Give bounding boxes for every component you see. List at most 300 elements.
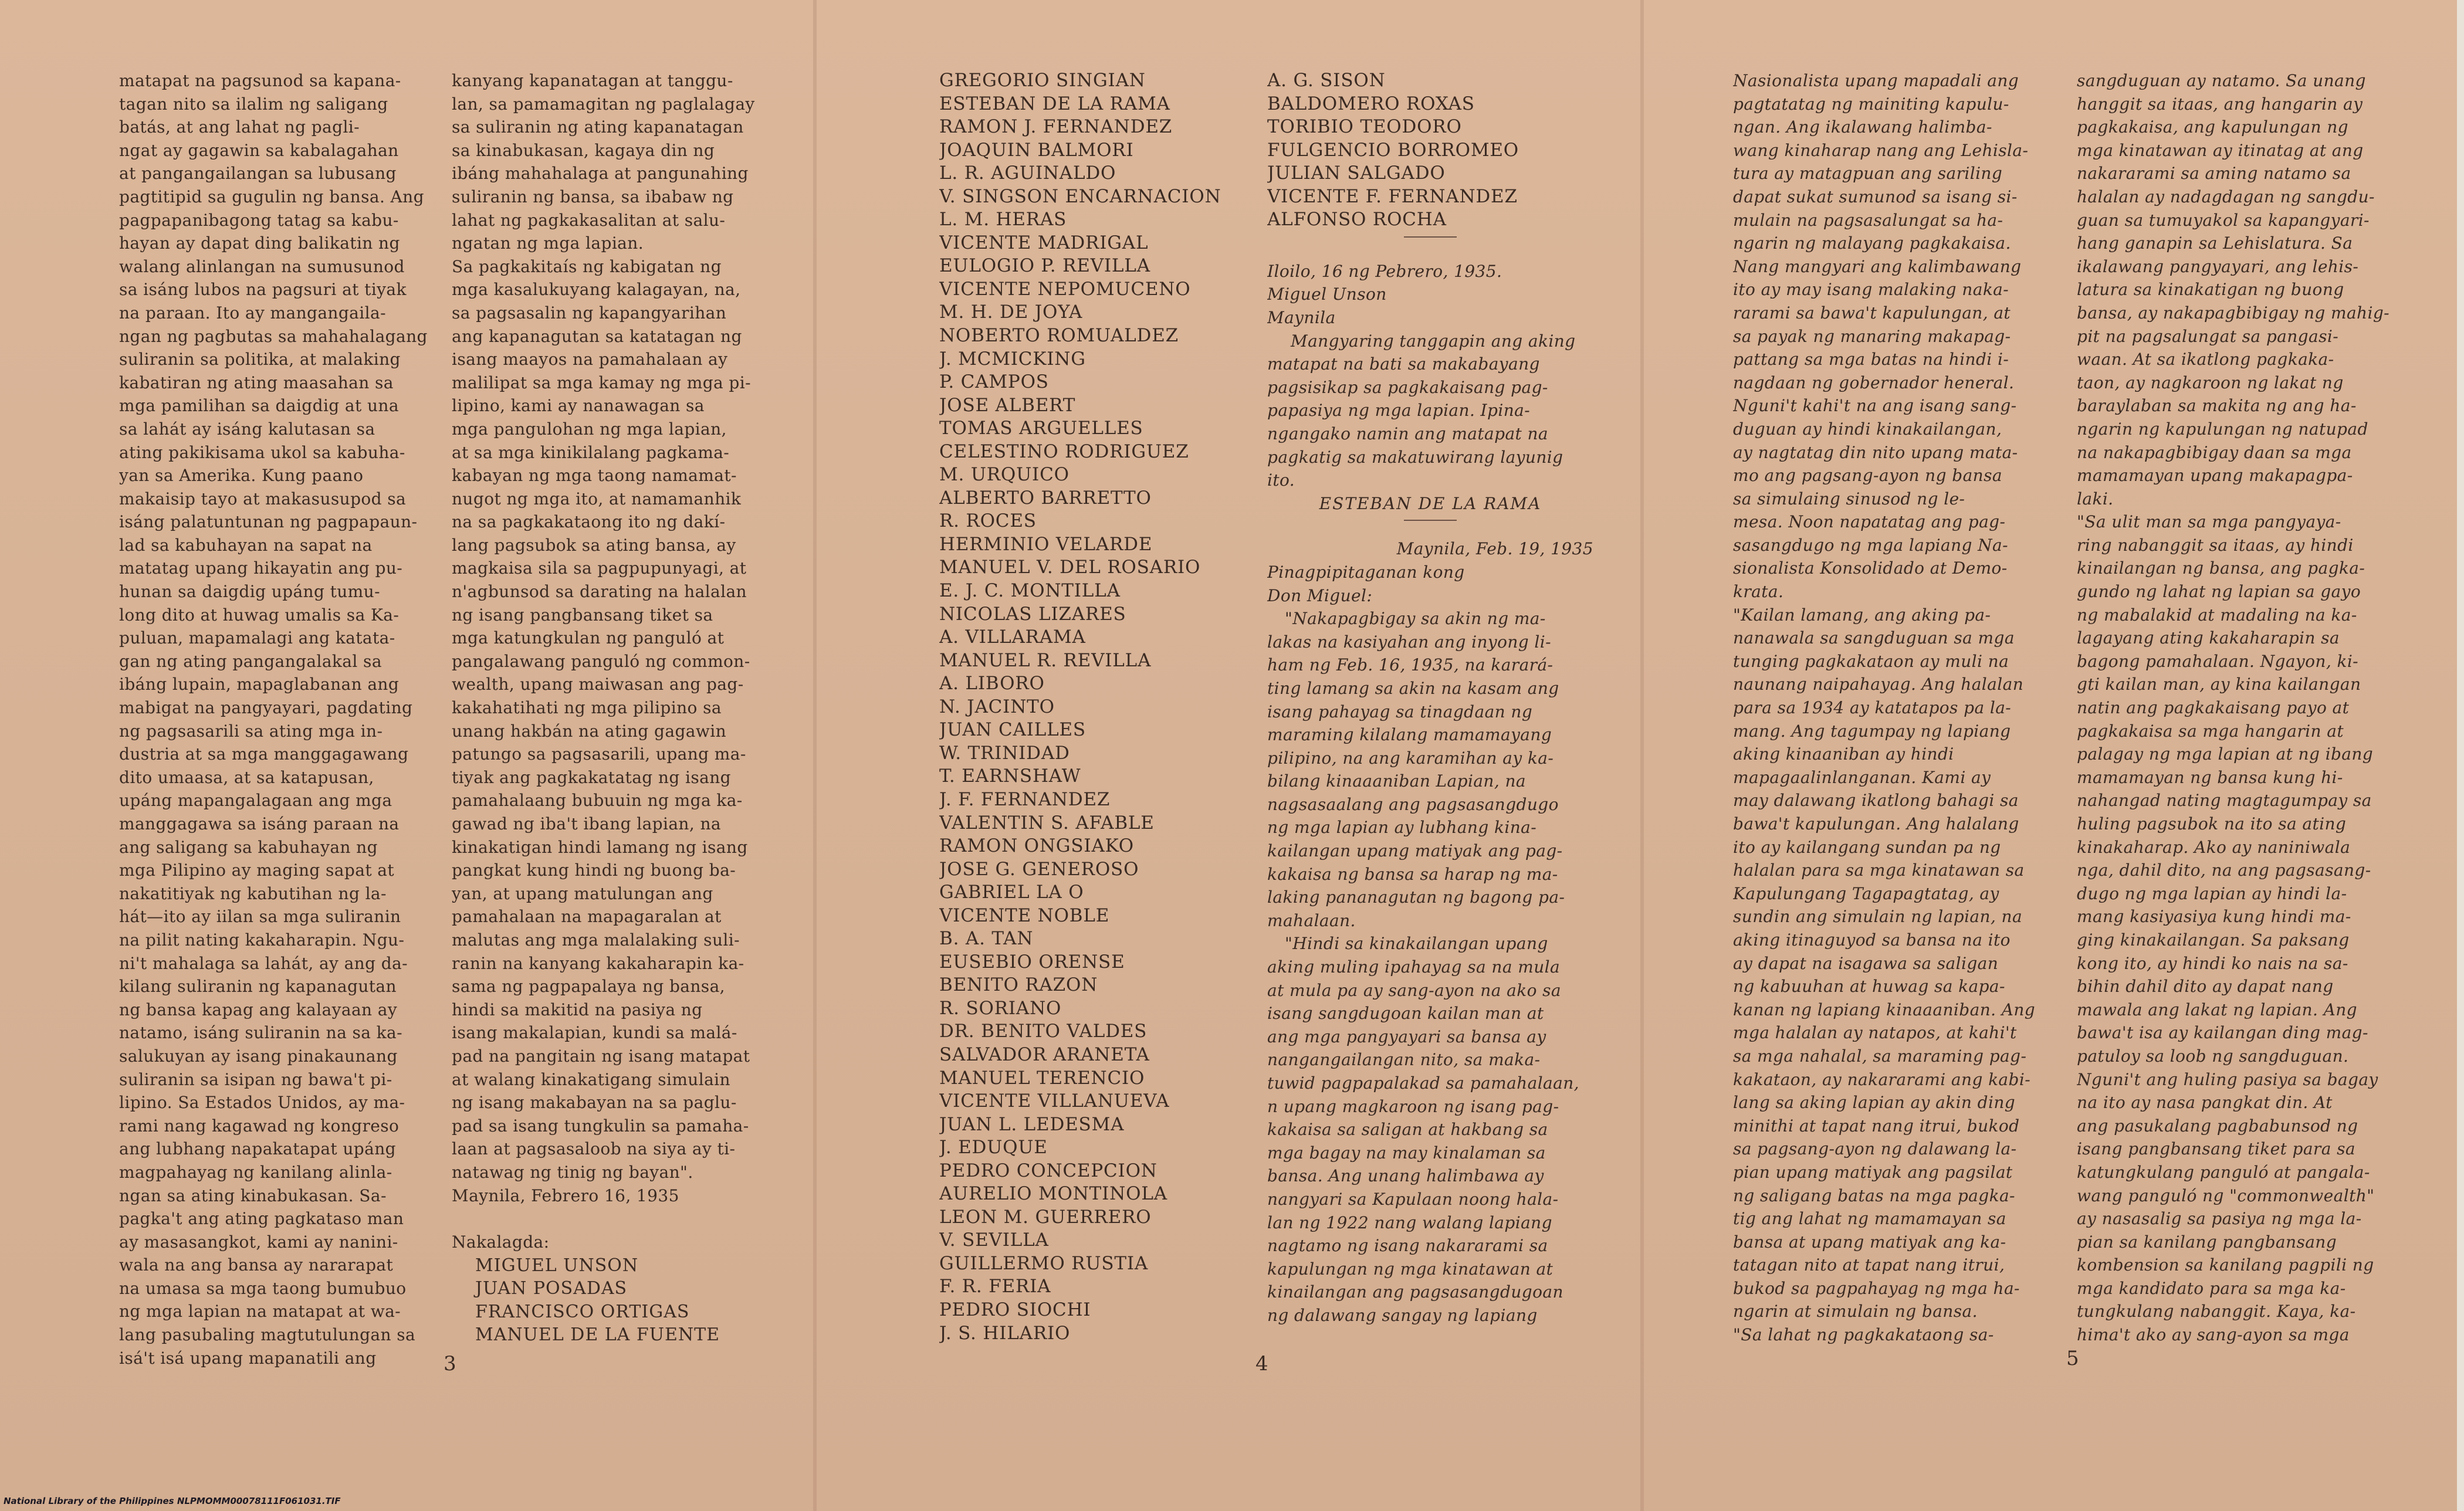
text-line: hanggit sa itaas, ang hangarin ay xyxy=(2077,94,2363,114)
signatory-name: P. CAMPOS xyxy=(939,371,1049,393)
signatory-name: MANUEL TERENCIO xyxy=(939,1067,1145,1089)
signatory-name: MANUEL R. REVILLA xyxy=(939,649,1152,671)
text-line: dustria at sa mga manggagawang xyxy=(119,744,409,764)
text-line: ang mga pangyayari sa bansa ay xyxy=(1267,1026,1546,1046)
text-line: kabayan ng mga taong namamat- xyxy=(452,466,737,486)
text-line: kanyang kapanatagan at tanggu- xyxy=(452,71,733,90)
signatory-name: V. SINGSON ENCARNACION xyxy=(939,185,1221,207)
text-line: dapat sukat sumunod sa isang si- xyxy=(1733,187,2018,206)
text-line: nahangad nating magtagumpay sa xyxy=(2077,791,2372,811)
text-line: lang pasubaling magtutulungan sa xyxy=(119,1325,416,1345)
text-line: gawad ng iba't ibang lapian, na xyxy=(452,814,721,834)
text-line: ranin na kanyang kakaharapin ka- xyxy=(452,953,744,973)
text-line: matapat na bati sa makabayang xyxy=(1267,354,1540,374)
text-line: kakahatihati ng mga pilipino sa xyxy=(452,698,722,718)
text-line: mamamayan upang makapagpa- xyxy=(2077,466,2353,486)
signatory-name: JULIAN SALGADO xyxy=(1267,162,1446,184)
text-line: dugo ng mga lapian ay hindi la- xyxy=(2077,883,2347,903)
text-line: na ito ay nasa pangkat din. At xyxy=(2077,1093,2333,1113)
text-line: mamamayan ng bansa kung hi- xyxy=(2077,767,2343,787)
text-line: sangduguan ay natamo. Sa unang xyxy=(2077,71,2366,90)
text-line: ikalawang pangyayari, ang lehis- xyxy=(2077,256,2359,276)
page4-names-column xyxy=(939,69,1262,1345)
text-line: sionalista Konsolidado at Demo- xyxy=(1733,558,2008,578)
text-line: "Sa ulit man sa mga pangyaya- xyxy=(2077,512,2341,532)
text-line: palagay ng mga lapian at ng ibang xyxy=(2077,744,2374,764)
page4-names-continued xyxy=(1267,69,1593,232)
text-line: para sa 1934 ay katatapos pa la- xyxy=(1733,698,2012,718)
text-line: ng kabuuhan at huwag sa kapa- xyxy=(1733,977,2005,997)
text-line: ring nabanggit sa itaas, ay hindi xyxy=(2077,535,2354,555)
signatory-name: ALFONSO ROCHA xyxy=(1267,209,1447,231)
signatory-name: VICENTE NEPOMUCENO xyxy=(939,278,1191,300)
signatory-name: BENITO RAZON xyxy=(939,974,1098,996)
signatory-name: J. S. HILARIO xyxy=(939,1322,1071,1344)
signatory-name: JUAN L. LEDESMA xyxy=(939,1113,1125,1135)
text-line: tatagan nito at tapat nang itrui, xyxy=(1733,1255,2005,1275)
letter-salutation: Pinagpipitaganan kong xyxy=(1267,562,1465,582)
text-line: kakataon, ay nakararami ang kabi- xyxy=(1733,1069,2031,1089)
text-line: laan at pagsasaloob na siya ay ti- xyxy=(452,1139,736,1159)
signatory-name: J. MCMICKING xyxy=(939,348,1086,370)
text-line: dito umaasa, at sa katapusan, xyxy=(119,767,374,787)
text-line: ay dapat na isagawa sa saligan xyxy=(1733,953,1999,973)
signatory-name: PEDRO SIOCHI xyxy=(939,1299,1091,1320)
text-line: ito. xyxy=(1267,470,1295,490)
text-line: pagkakaisa, ang kapulungan ng xyxy=(2077,117,2348,137)
text-line: wealth, upang maiwasan ang pag- xyxy=(452,675,744,694)
text-line: ng mabalakid at madaling na ka- xyxy=(2077,605,2357,625)
text-line: pad sa isang tungkulin sa pamaha- xyxy=(452,1116,749,1136)
text-line: Nguni't ang huling pasiya sa bagay xyxy=(2077,1069,2378,1089)
signatory-name: T. EARNSHAW xyxy=(939,765,1081,787)
text-line: pamahalaang bubuuin ng mga ka- xyxy=(452,791,743,811)
text-line: mga pamilihan sa daigdig at una xyxy=(119,396,399,416)
text-line: "Kailan lamang, ang aking pa- xyxy=(1733,605,1991,625)
signatory-name: RAMON J. FERNANDEZ xyxy=(939,116,1173,138)
text-line: tungkulang nabanggit. Kaya, ka- xyxy=(2077,1302,2356,1322)
letter-1 xyxy=(1267,260,1593,516)
text-line: ay masasangkot, kami ay nanini- xyxy=(119,1232,398,1252)
text-line: kinakaharap. Ako ay naniniwala xyxy=(2077,837,2351,857)
signatory-name: NICOLAS LIZARES xyxy=(939,603,1126,625)
text-line: mabigat na pangyayari, pagdating xyxy=(119,698,413,718)
text-line: ngan sa ating kinabukasan. Sa- xyxy=(119,1185,387,1205)
text-line: mo ang pagsang-ayon ng bansa xyxy=(1733,466,2002,486)
signatory-name: VALENTIN S. AFABLE xyxy=(939,812,1155,834)
signatory-name: BALDOMERO ROXAS xyxy=(1267,93,1475,114)
text-line: unang hakbán na ating gagawin xyxy=(452,721,727,741)
text-line: kakaisa sa saligan at hakbang sa xyxy=(1267,1120,1548,1140)
text-line: kinailangan ng bansa, ang pagka- xyxy=(2077,558,2365,578)
text-line: isang sangdugoan kailan man at xyxy=(1267,1004,1544,1024)
text-line: halalan ay nadagdagan ng sangdu- xyxy=(2077,187,2375,206)
scan-edge-strip xyxy=(2457,0,2464,1511)
text-line: manggagawa sa isáng paraan na xyxy=(119,814,400,834)
text-line: bansa at upang matiyak ang ka- xyxy=(1733,1232,2006,1252)
text-line: pangalawang panguló ng common- xyxy=(452,651,750,671)
text-line: naunang naipahayag. Ang halalan xyxy=(1733,675,2024,694)
signatory-name: FULGENCIO BORROMEO xyxy=(1267,139,1519,161)
text-line: upáng mapangalagaan ang mga xyxy=(119,791,392,811)
text-line: yan sa Amerika. Kung paano xyxy=(119,466,364,486)
text-line: mga kandidato para sa mga ka- xyxy=(2077,1278,2346,1298)
text-line: sa lahát ay isáng kalutasan sa xyxy=(119,419,375,439)
text-line: magpahayag ng kanilang alinla- xyxy=(119,1162,392,1182)
text-line: nakatitiyak ng kabutihan ng la- xyxy=(119,883,387,903)
text-line: sa mga nahalal, sa maraming pag- xyxy=(1733,1046,2027,1066)
text-line: ang kapanagutan sa katatagan ng xyxy=(452,326,742,346)
text-line: mapagaalinlanganan. Kami ay xyxy=(1733,767,1991,787)
text-line: gan ng ating pangangalakal sa xyxy=(119,651,382,671)
text-line: sa kinabukasan, kagaya din ng xyxy=(452,140,715,160)
text-line: papasiya ng mga lapian. Ipina- xyxy=(1267,401,1531,421)
signatory-name: B. A. TAN xyxy=(939,928,1034,950)
text-line: lakas na kasiyahan ang inyong li- xyxy=(1267,632,1552,652)
signatory-name: MANUEL DE LA FUENTE xyxy=(475,1324,720,1346)
signatory-name: R. ROCES xyxy=(939,510,1037,532)
signatory-name: HERMINIO VELARDE xyxy=(939,533,1153,555)
text-line: ibáng lupain, mapaglabanan ang xyxy=(119,675,400,694)
separator-rule xyxy=(1404,236,1457,238)
text-line: isá't isá upang mapanatili ang xyxy=(119,1348,377,1368)
text-line: natin ang pagkakaisang payo at xyxy=(2077,698,2350,718)
signatory-name: W. TRINIDAD xyxy=(939,742,1070,764)
text-line: isáng palatuntunan ng pagpapaun- xyxy=(119,512,418,532)
signatory-name: SALVADOR ARANETA xyxy=(939,1044,1150,1065)
signatory-name: E. J. C. MONTILLA xyxy=(939,580,1121,602)
text-line: sa simulaing sinusod ng le- xyxy=(1733,489,1965,509)
text-line: bansa. Ang unang halimbawa ay xyxy=(1267,1166,1544,1186)
text-line: matatag upang hikayatin ang pu- xyxy=(119,558,403,578)
spacer xyxy=(1267,526,1593,537)
text-line: nangyari sa Kapulaan noong hala- xyxy=(1267,1189,1559,1209)
signatory-name: FRANCISCO ORTIGAS xyxy=(475,1301,690,1322)
text-line: na nakapagbibigay daan sa mga xyxy=(2077,442,2352,462)
text-line: ang pasukalang pagbabunsod ng xyxy=(2077,1116,2358,1136)
text-line: Kapulungang Tagapagtatag, ay xyxy=(1733,883,1999,903)
text-line: mga katungkulan ng panguló at xyxy=(452,628,725,648)
text-line: at sa mga kinikilalang pagkama- xyxy=(452,442,730,462)
text-line: hunan sa daigdig upáng tumu- xyxy=(119,582,380,602)
text-line: ito ay may isang malaking naka- xyxy=(1733,280,2009,300)
text-line: laki. xyxy=(2077,489,2114,509)
text-line: isang pahayag sa tinagdaan ng xyxy=(1267,702,1533,721)
text-line: tiyak ang pagkakatatag ng isang xyxy=(452,767,731,787)
text-line: hayan ay dapat ding balikatin ng xyxy=(119,233,400,253)
text-line: tagan nito sa ilalim ng saligang xyxy=(119,94,388,114)
text-line: mulain na pagsasalungat sa ha- xyxy=(1733,210,2003,230)
text-line: ham ng Feb. 16, 1935, na karará- xyxy=(1267,655,1553,675)
text-line: ng bansa kapag ang kalayaan ay xyxy=(119,1000,398,1019)
text-line: sundin ang simulain ng lapian, na xyxy=(1733,907,2023,927)
signatory-name: JOSE G. GENEROSO xyxy=(939,858,1139,880)
text-line: mga bagay na may kinalaman sa xyxy=(1267,1143,1546,1163)
fold-line-left xyxy=(813,0,817,1511)
text-line: pattang sa mga batas na hindi i- xyxy=(1733,350,2009,370)
text-line: lipino, kami ay nanawagan sa xyxy=(452,396,705,416)
text-line: na pilit nating kakaharapin. Ngu- xyxy=(119,930,405,950)
text-line: bilang kinaaaniban Lapian, na xyxy=(1267,771,1526,791)
text-line: malutas ang mga malalaking suli- xyxy=(452,930,740,950)
text-line: rami nang kagawad ng kongreso xyxy=(119,1116,400,1136)
text-line: bawa't kapulungan. Ang halalang xyxy=(1733,814,2019,834)
text-line: sa pagsang-ayon ng dalawang la- xyxy=(1733,1139,2017,1159)
spacer xyxy=(1267,242,1593,260)
text-line: kakaisa ng bansa sa harap ng ma- xyxy=(1267,864,1558,884)
text-line: ibáng mahahalaga at pangunahing xyxy=(452,164,749,184)
text-line: nakararami sa aming natamo sa xyxy=(2077,164,2351,184)
text-line: lan, sa pamamagitan ng paglalagay xyxy=(452,94,755,114)
text-line: ng mga lapian na matapat at wa- xyxy=(119,1302,401,1322)
text-line: mga Pilipino ay maging sapat at xyxy=(119,860,395,880)
signatory-name: ALBERTO BARRETTO xyxy=(939,487,1152,509)
text-line: pamahalaan na mapagaralan at xyxy=(452,907,722,927)
text-line: rarami sa bawa't kapulungan, at xyxy=(1733,303,2011,323)
text-line: mga pangulohan ng mga lapian, xyxy=(452,419,727,439)
text-line: ngatan ng mga lapian. xyxy=(452,233,644,253)
signatory-name: EUSEBIO ORENSE xyxy=(939,951,1125,973)
text-line: Nguni't kahi't na ang isang sang- xyxy=(1733,396,2017,416)
text-line: ito ay kailangang sundan pa ng xyxy=(1733,837,2001,857)
text-line: sama ng pagpapalaya ng bansa, xyxy=(452,977,725,997)
text-line: bawa't isa ay kailangan ding mag- xyxy=(2077,1023,2368,1043)
text-line: patuloy sa loob ng sangduguan. xyxy=(2077,1046,2349,1066)
signatory-name: ESTEBAN DE LA RAMA xyxy=(939,93,1170,114)
text-line: Maynila, Febrero 16, 1935 xyxy=(452,1185,679,1205)
text-line: hát—ito ay iilan sa mga suliranin xyxy=(119,907,401,927)
text-line: magkaisa sila sa pagpupunyagi, at xyxy=(452,558,747,578)
signatory-name: EULOGIO P. REVILLA xyxy=(939,255,1150,277)
signatory-name: RAMON ONGSIAKO xyxy=(939,835,1134,857)
signatory-name: VICENTE VILLANUEVA xyxy=(939,1090,1170,1112)
letter-addressee: Maynila xyxy=(1267,308,1336,328)
text-line: mahalaan. xyxy=(1267,910,1356,930)
text-line: krata. xyxy=(1733,582,1784,602)
signatory-name: LEON M. GUERRERO xyxy=(939,1206,1152,1228)
text-line: ngarin at simulain ng bansa. xyxy=(1733,1302,1978,1322)
signatory-name: CELESTINO RODRIGUEZ xyxy=(939,441,1189,462)
signatory-name: PEDRO CONCEPCION xyxy=(939,1160,1157,1181)
text-line: ng saligang batas na mga pagka- xyxy=(1733,1185,2015,1205)
text-line: latura sa kinakatigan ng buong xyxy=(2077,280,2344,300)
text-line: at walang kinakatigang simulain xyxy=(452,1069,730,1089)
text-line: kilang suliranin ng kapanagutan xyxy=(119,977,397,997)
text-line: mga halalan ay natapos, at kahi't xyxy=(1733,1023,2017,1043)
text-line: "Sa lahat ng pagkakataong sa- xyxy=(1733,1325,1994,1345)
signatory-name: VICENTE NOBLE xyxy=(939,904,1110,926)
text-line: pilipino, na ang karamihan ay ka- xyxy=(1267,748,1554,768)
signatory-name: V. SEVILLA xyxy=(939,1229,1049,1251)
text-line: sa suliranin ng ating kapanatagan xyxy=(452,117,744,137)
text-line: pangkat kung hindi ng buong ba- xyxy=(452,860,736,880)
signatory-name: JUAN CAILLES xyxy=(939,719,1086,741)
text-line: katungkulang panguló at pangala- xyxy=(2077,1162,2370,1182)
text-line: kinakatigan hindi lamang ng isang xyxy=(452,837,748,857)
signatory-name: A. VILLARAMA xyxy=(939,626,1086,648)
text-line: patungo sa pagsasarili, upang ma- xyxy=(452,744,746,764)
signatory-name: JOAQUIN BALMORI xyxy=(939,139,1134,161)
text-line: halalan para sa mga kinatawan sa xyxy=(1733,860,2025,880)
text-line: puluan, mapamalagi ang katata- xyxy=(119,628,395,648)
text-line: "Hindi sa kinakailangan upang xyxy=(1285,934,1548,954)
text-line: bansa, ay nakapagbibigay ng mahig- xyxy=(2077,303,2390,323)
text-line: lang sa aking lapian ay akin ding xyxy=(1733,1093,2016,1113)
page5-column-right xyxy=(2077,69,2391,1347)
text-line: sasangdugo ng mga lapiang Na- xyxy=(1733,535,2008,555)
page4-letters-column xyxy=(1267,69,1593,1327)
text-line: lad sa kabuhayan na sapat na xyxy=(119,535,373,555)
text-line: nugot ng mga ito, at namamanhik xyxy=(452,489,742,509)
text-line: kombension sa kanilang pagpili ng xyxy=(2077,1255,2374,1275)
text-line: kabatiran ng ating maasahan sa xyxy=(119,372,394,392)
text-line: may dalawang ikatlong bahagi sa xyxy=(1733,791,2019,811)
signatory-name: GREGORIO SINGIAN xyxy=(939,70,1146,91)
text-line: ngan. Ang ikalawang halimba- xyxy=(1733,117,1992,137)
text-line: lagayang ating kakaharapin sa xyxy=(2077,628,2340,648)
text-line: n upang magkaroon ng isang pag- xyxy=(1267,1096,1559,1116)
text-line: "Nakapagbigay sa akin ng ma- xyxy=(1285,609,1546,629)
text-line: gti kailan man, ay kina kailangan xyxy=(2077,675,2361,694)
text-line: bukod sa pagpahayag ng mga ha- xyxy=(1733,1278,2020,1298)
text-line: ngarin ng malayang pagkakaisa. xyxy=(1733,233,2011,253)
text-line: ng mga lapian ay lubhang kina- xyxy=(1267,818,1537,838)
text-line: walang alinlangan na sumusunod xyxy=(119,256,405,276)
text-line: guan sa tumuyakol sa kapangyari- xyxy=(2077,210,2370,230)
page5-column-left xyxy=(1733,69,2044,1347)
page3-column-left xyxy=(119,69,429,1370)
text-line: natamo, isáng suliranin na sa ka- xyxy=(119,1023,402,1043)
text-line: ting lamang sa akin na kasam ang xyxy=(1267,678,1559,698)
text-line: sa isáng lubos na pagsuri at tiyak xyxy=(119,280,407,300)
text-line: laking pananagutan ng bagong pa- xyxy=(1267,887,1565,907)
text-line: lang pagsubok sa ating bansa, ay xyxy=(452,535,736,555)
text-line: sa pagsasalin ng kapangyarihan xyxy=(452,303,727,323)
text-line: tura ay matagpuan ang sariling xyxy=(1733,164,2003,184)
text-line: ng dalawang sangay ng lapiang xyxy=(1267,1305,1538,1325)
text-line: Mangyaring tanggapin ang aking xyxy=(1291,331,1576,351)
text-line: lipino. Sa Estados Unidos, ay ma- xyxy=(119,1093,405,1113)
text-line: na paraan. Ito ay mangangaila- xyxy=(119,303,386,323)
signatory-name: VICENTE F. FERNANDEZ xyxy=(1267,185,1518,207)
text-line: mga kinatawan ay itinatag at ang xyxy=(2077,140,2364,160)
text-line: waan. At sa ikatlong pagkaka- xyxy=(2077,350,2334,370)
signatory-name: R. SORIANO xyxy=(939,997,1062,1019)
text-line: ay nasasalig sa pasiya ng mga la- xyxy=(2077,1209,2362,1229)
signatory-name: JUAN POSADAS xyxy=(475,1278,628,1299)
text-line: maraming kilalang mamamayang xyxy=(1267,725,1552,745)
signatory-name: M. H. DE JOYA xyxy=(939,301,1083,323)
signatory-name: A. LIBORO xyxy=(939,673,1045,694)
text-line: matapat na pagsunod sa kapana- xyxy=(119,71,401,90)
text-line: isang makalapian, kundi sa malá- xyxy=(452,1023,737,1043)
text-line: na umasa sa mga taong bumubuo xyxy=(119,1278,407,1298)
text-line: tig ang lahat ng mamamayan sa xyxy=(1733,1209,2006,1229)
signatory-name: NOBERTO ROMUALDEZ xyxy=(939,325,1179,347)
text-line: ng pagsasarili sa ating mga in- xyxy=(119,721,383,741)
text-line: suliranin sa politika, at malaking xyxy=(119,350,401,370)
text-line: mang kasiyasiya kung hindi ma- xyxy=(2077,907,2351,927)
text-line: isang pangbansang tiket para sa xyxy=(2077,1139,2355,1159)
text-line: pagpapanibagong tatag sa kabu- xyxy=(119,210,399,230)
signatory-name: GUILLERMO RUSTIA xyxy=(939,1252,1149,1274)
signatory-name: TORIBIO TEODORO xyxy=(1267,116,1462,138)
text-line: lahat ng pagkakasalitan at salu- xyxy=(452,210,726,230)
text-line: bagong pamahalaan. Ngayon, ki- xyxy=(2077,651,2359,671)
text-line: wala na ang bansa ay nararapat xyxy=(119,1255,394,1275)
text-line: pagka't ang ating pagkataso man xyxy=(119,1209,404,1229)
text-line: Sa pagkakitaís ng kabigatan ng xyxy=(452,256,722,276)
text-line: ang saligang sa kabuhayan ng xyxy=(119,837,378,857)
text-line: suliranin ng bansa, sa ibabaw ng xyxy=(452,187,734,206)
letter-salutation: Don Miguel: xyxy=(1267,585,1373,605)
text-line: huling pagsubok na ito sa ating xyxy=(2077,814,2347,834)
letter-signature: ESTEBAN DE LA RAMA xyxy=(1319,493,1542,513)
text-line: pagtatatag ng mainiting kapulu- xyxy=(1733,94,2009,114)
text-line: pian sa kanilang pangbansang xyxy=(2077,1232,2337,1252)
signatory-name: A. G. SISON xyxy=(1267,70,1386,91)
text-line: pagtitipid sa gugulin ng bansa. Ang xyxy=(119,187,424,206)
spacer xyxy=(452,1207,766,1231)
text-line: ngarin ng kapulungan ng natupad xyxy=(2077,419,2368,439)
text-line: minithi at tapat nang itrui, bukod xyxy=(1733,1116,2020,1136)
text-line: pad na pangitain ng isang matapat xyxy=(452,1046,750,1066)
fold-line-right xyxy=(1640,0,1644,1511)
text-line: ngan ng pagbutas sa mahahalagang xyxy=(119,326,428,346)
signed-label: Nakalagda: xyxy=(452,1232,550,1252)
page-number-5: 5 xyxy=(2066,1347,2079,1370)
text-line: suliranin sa isipan ng bawa't pi- xyxy=(119,1069,392,1089)
signatory-name: J. F. FERNANDEZ xyxy=(939,788,1111,810)
signatory-name: MIGUEL UNSON xyxy=(475,1255,639,1276)
text-line: hindi sa makitid na pasiya ng xyxy=(452,1000,703,1019)
text-line: Nang mangyari ang kalimbawang xyxy=(1733,256,2022,276)
letter-2 xyxy=(1267,537,1593,1327)
text-line: nagdaan ng gobernador heneral. xyxy=(1733,372,2015,392)
text-line: ging kinakailangan. Sa paksang xyxy=(2077,930,2350,950)
signatory-name: GABRIEL LA O xyxy=(939,882,1084,903)
text-line: batás, at ang lahat ng pagli- xyxy=(119,117,360,137)
text-line: bihin dahil dito ay dapat nang xyxy=(2077,977,2334,997)
text-line: ng isang pangbansang tiket sa xyxy=(452,605,713,625)
text-line: hang ganapin sa Lehislatura. Sa xyxy=(2077,233,2353,253)
text-line: mawala ang lakat ng lapian. Ang xyxy=(2077,1000,2357,1019)
text-line: kinailangan ang pagsasangdugoan xyxy=(1267,1282,1563,1302)
page3-column-right xyxy=(452,69,766,1347)
text-line: hima't ako ay sang-ayon sa mga xyxy=(2077,1325,2350,1345)
signatory-name: VICENTE MADRIGAL xyxy=(939,232,1149,253)
text-line: ay nagtatag din nito upang mata- xyxy=(1733,442,2018,462)
text-line: yan, at upang matulungan ang xyxy=(452,883,713,903)
text-line: makaisip tayo at makasusupod sa xyxy=(119,489,407,509)
text-line: kong ito, ay hindi ko nais na sa- xyxy=(2077,953,2348,973)
text-line: ni't mahalaga sa lahát, ay ang da- xyxy=(119,953,408,973)
signatory-name: F. R. FERIA xyxy=(939,1276,1051,1297)
text-line: sa payak ng manaring makapag- xyxy=(1733,326,2011,346)
text-line: aking kinaaniban ay hindi xyxy=(1733,744,1954,764)
text-line: wang panguló ng "commonwealth" xyxy=(2077,1185,2375,1205)
signatory-name: J. EDUQUE xyxy=(939,1137,1048,1158)
signatory-name: JOSE ALBERT xyxy=(939,394,1076,416)
text-line: lan ng 1922 nang walang lapiang xyxy=(1267,1212,1552,1232)
signatory-name: L. R. AGUINALDO xyxy=(939,162,1116,184)
text-line: isang maayos na pamahalaan ay xyxy=(452,350,728,370)
text-line: long dito at huwag umalis sa Ka- xyxy=(119,605,400,625)
letter-addressee: Miguel Unson xyxy=(1267,284,1387,304)
text-line: at mula pa ay sang-ayon na ako sa xyxy=(1267,980,1561,1000)
text-line: pagkakaisa sa mga hangarin at xyxy=(2077,721,2344,741)
text-line: salukuyan ay isang pinakaunang xyxy=(119,1046,398,1066)
